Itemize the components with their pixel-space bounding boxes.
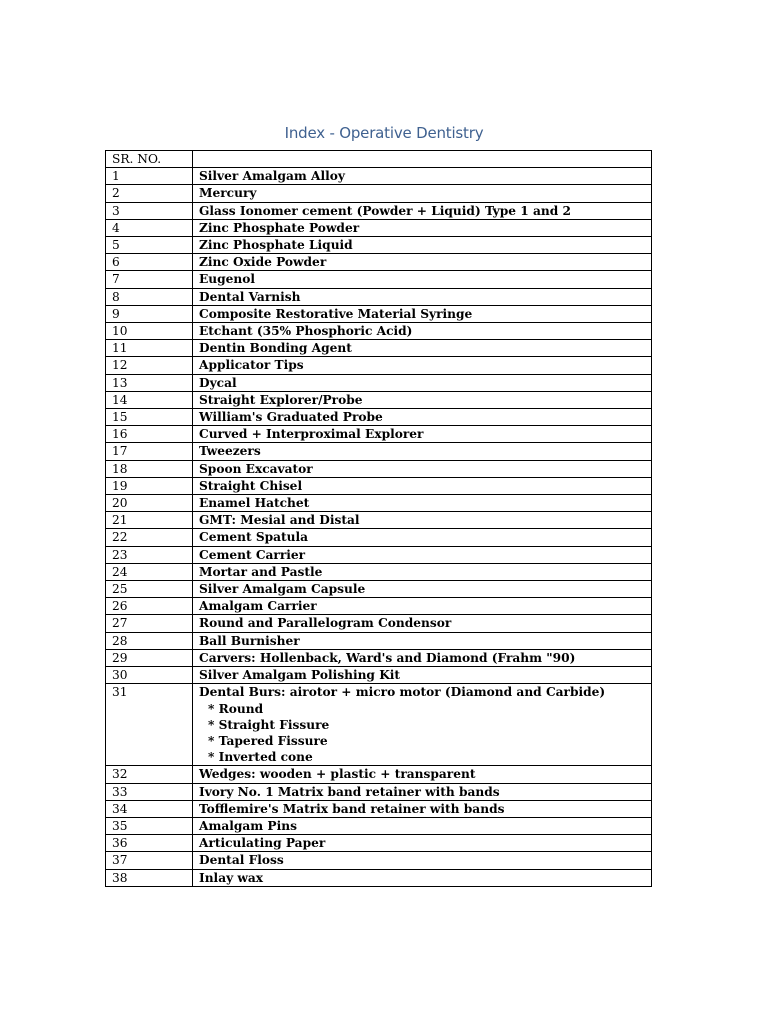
table-row [106, 391, 652, 408]
table-row [106, 632, 652, 649]
table-row [106, 254, 652, 271]
row-number: 18 [106, 460, 193, 477]
table-row [106, 271, 652, 288]
row-item: GMT: Mesial and Distal [193, 512, 652, 529]
row-item: Tweezers [193, 443, 652, 460]
row-number: 36 [106, 835, 193, 852]
row-item [193, 684, 652, 766]
row-item: Zinc Phosphate Powder [193, 219, 652, 236]
row-number: 33 [106, 783, 193, 800]
row-number: 13 [106, 374, 193, 391]
table-row [106, 581, 652, 598]
table-row [106, 817, 652, 834]
table-row [106, 512, 652, 529]
row-number: 21 [106, 512, 193, 529]
table-row [106, 835, 652, 852]
row-item: Composite Restorative Material Syringe [193, 305, 652, 322]
row-number: 12 [106, 357, 193, 374]
row-number: 19 [106, 477, 193, 494]
row-item: Articulating Paper [193, 835, 652, 852]
table-row [106, 684, 652, 766]
table-row [106, 237, 652, 254]
row-number: 31 [106, 684, 193, 766]
row-item: Zinc Oxide Powder [193, 254, 652, 271]
table-row [106, 563, 652, 580]
row-item: Silver Amalgam Capsule [193, 581, 652, 598]
row-item: Round and Parallelogram Condensor [193, 615, 652, 632]
row-item: Zinc Phosphate Liquid [193, 237, 652, 254]
row-number: 10 [106, 323, 193, 340]
row-item: Carvers: Hollenback, Ward's and Diamond (Frahm "90) [193, 649, 652, 666]
row-number: 24 [106, 563, 193, 580]
row-item: Straight Explorer/Probe [193, 391, 652, 408]
row-item: Enamel Hatchet [193, 495, 652, 512]
header-sr-no: SR. NO. [106, 151, 193, 168]
row-number: 14 [106, 391, 193, 408]
row-item: Dentin Bonding Agent [193, 340, 652, 357]
table-row [106, 667, 652, 684]
row-item: Ball Burnisher [193, 632, 652, 649]
row-number: 17 [106, 443, 193, 460]
table-row [106, 202, 652, 219]
table-row [106, 852, 652, 869]
row-number: 7 [106, 271, 193, 288]
row-item: Amalgam Pins [193, 817, 652, 834]
page-title: Index - Operative Dentistry [284, 124, 484, 142]
table-row [106, 219, 652, 236]
row-item: Straight Chisel [193, 477, 652, 494]
table-row [106, 477, 652, 494]
table-row [106, 288, 652, 305]
table-row [106, 800, 652, 817]
row-item: Ivory No. 1 Matrix band retainer with bands [193, 783, 652, 800]
table-row [106, 305, 652, 322]
table-row [106, 598, 652, 615]
row-number: 8 [106, 288, 193, 305]
row-item: Spoon Excavator [193, 460, 652, 477]
row-item: Glass Ionomer cement (Powder + Liquid) Type 1 and 2 [193, 202, 652, 219]
table-row [106, 766, 652, 783]
table-row [106, 460, 652, 477]
row-number: 25 [106, 581, 193, 598]
row-item: Silver Amalgam Polishing Kit [193, 667, 652, 684]
row-number: 11 [106, 340, 193, 357]
table-row [106, 323, 652, 340]
table-row [106, 426, 652, 443]
table-row [106, 168, 652, 185]
row-item: Curved + Interproximal Explorer [193, 426, 652, 443]
row-number: 1 [106, 168, 193, 185]
row-item: Dental Floss [193, 852, 652, 869]
table-row [106, 357, 652, 374]
row-item: Mercury [193, 185, 652, 202]
row-number: 6 [106, 254, 193, 271]
row-subitem: * Inverted cone [208, 750, 313, 765]
row-number: 23 [106, 546, 193, 563]
row-number: 37 [106, 852, 193, 869]
row-number: 15 [106, 409, 193, 426]
row-item: Dycal [193, 374, 652, 391]
row-number: 38 [106, 869, 193, 886]
header-item [193, 151, 652, 168]
row-number: 27 [106, 615, 193, 632]
index-table [105, 150, 652, 887]
index-table-body [106, 151, 652, 887]
table-row [106, 546, 652, 563]
row-number: 20 [106, 495, 193, 512]
row-number: 5 [106, 237, 193, 254]
row-number: 9 [106, 305, 193, 322]
row-number: 4 [106, 219, 193, 236]
table-row [106, 869, 652, 886]
row-number: 35 [106, 817, 193, 834]
row-item: Silver Amalgam Alloy [193, 168, 652, 185]
row-item: Tofflemire's Matrix band retainer with bands [193, 800, 652, 817]
table-row [106, 409, 652, 426]
table-row [106, 529, 652, 546]
table-row [106, 649, 652, 666]
row-number: 26 [106, 598, 193, 615]
row-number: 30 [106, 667, 193, 684]
row-number: 22 [106, 529, 193, 546]
table-header-row [106, 151, 652, 168]
table-row [106, 185, 652, 202]
row-item: Mortar and Pastle [193, 563, 652, 580]
table-row [106, 340, 652, 357]
row-item: William's Graduated Probe [193, 409, 652, 426]
row-subitem: * Tapered Fissure [208, 733, 328, 748]
row-number: 3 [106, 202, 193, 219]
table-row [106, 495, 652, 512]
row-number: 29 [106, 649, 193, 666]
row-item: Applicator Tips [193, 357, 652, 374]
table-row [106, 783, 652, 800]
row-number: 28 [106, 632, 193, 649]
row-item: Cement Spatula [193, 529, 652, 546]
row-number: 32 [106, 766, 193, 783]
row-item: Cement Carrier [193, 546, 652, 563]
row-item: Amalgam Carrier [193, 598, 652, 615]
row-item: Etchant (35% Phosphoric Acid) [193, 323, 652, 340]
row-subitem: * Round [208, 701, 264, 716]
row-item-label: Dental Burs: airotor + micro motor (Diamond and Carbide) [199, 685, 606, 700]
row-subitem: * Straight Fissure [208, 717, 330, 732]
row-item: Dental Varnish [193, 288, 652, 305]
row-number: 16 [106, 426, 193, 443]
row-item: Inlay wax [193, 869, 652, 886]
table-row [106, 615, 652, 632]
table-row [106, 443, 652, 460]
row-item: Wedges: wooden + plastic + transparent [193, 766, 652, 783]
row-number: 34 [106, 800, 193, 817]
row-item: Eugenol [193, 271, 652, 288]
table-row [106, 374, 652, 391]
row-number: 2 [106, 185, 193, 202]
